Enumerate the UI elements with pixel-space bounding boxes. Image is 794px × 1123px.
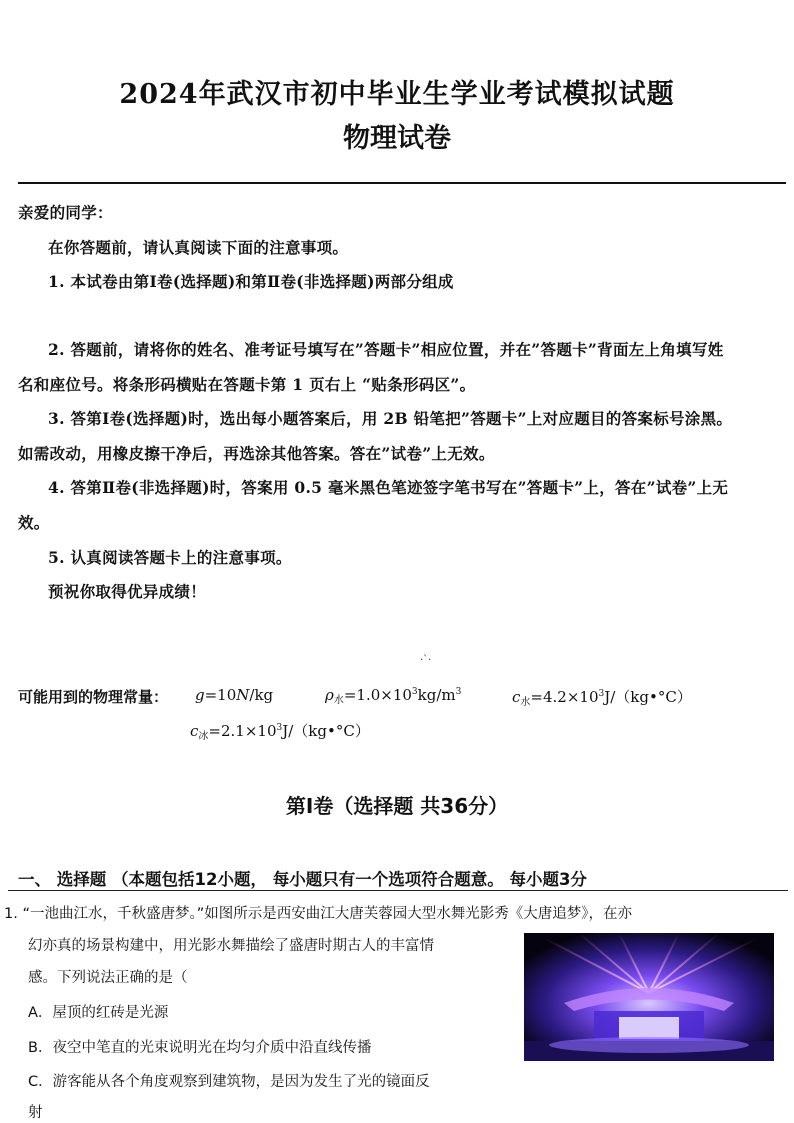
question-1-line-1: 1. “一池曲江水，千秋盛唐梦。”如图所示是西安曲江大唐芙蓉园大型水舞光影秀《大唐追梦》，在亦: [4, 906, 632, 922]
notice-item-4-line-1: 4. 答第Ⅱ卷(非选择题)时，答案用 0.5 毫米黑色笔迹签字笔书写在”答题卡”上，答在”试卷”上无: [48, 478, 729, 497]
exam-title: 2024年武汉市初中毕业生学业考试模拟试题: [119, 79, 675, 110]
exam-subtitle: 物理试卷: [343, 123, 451, 154]
notice-item-2-line-2: 名和座位号。将条形码横贴在答题卡第 1 页右上 “贴条形码区”。: [18, 375, 476, 394]
notice-intro: 在你答题前，请认真阅读下面的注意事项。: [48, 238, 349, 257]
question-1-option-c-line-1: C．游客能从各个角度观察到建筑物，是因为发生了光的镜面反: [28, 1074, 430, 1090]
part-divider: [8, 890, 788, 891]
header-divider: [18, 182, 786, 184]
question-1-option-a: A．屋顶的红砖是光源: [28, 1005, 169, 1021]
notice-item-2-line-1: 2. 答题前，请将你的姓名、准考证号填写在”答题卡”相应位置，并在”答题卡”背面左上角填写姓: [48, 340, 724, 359]
notice-item-3-line-2: 如需改动，用橡皮擦干净后，再选涂其他答案。答在”试卷”上无效。: [18, 444, 495, 463]
question-1-option-c-line-2: 射: [28, 1105, 43, 1121]
notice-wish: 预祝你取得优异成绩！: [48, 582, 207, 601]
question-1-option-b: B．夜空中笔直的光束说明光在均匀介质中沿直线传播: [28, 1040, 372, 1056]
constant-g: g=10N/kg: [195, 686, 274, 704]
constant-water-density: $\rho_水=1.0\times 10^3kg/m^3$: [325, 686, 462, 706]
light-show-photo: [524, 933, 774, 1061]
notice-item-5: 5. 认真阅读答题卡上的注意事项。: [48, 548, 292, 567]
question-1-line-2: 幻亦真的场景构建中，用光影水舞描绘了盛唐时期古人的丰富情: [28, 938, 434, 954]
notice-item-1: 1. 本试卷由第Ⅰ卷(选择题)和第Ⅱ卷(非选择题)两部分组成: [48, 272, 454, 291]
constant-water-specific-heat: $c_水=4.2\times 10^3J/(kg•^\circ C)$: [512, 688, 692, 708]
notice-item-3-line-1: 3. 答第Ⅰ卷(选择题)时，选出每小题答案后，用 2B 铅笔把”答题卡”上对应题目的答案标号涂黑。: [48, 409, 733, 428]
notice-item-4-line-2: 效。: [18, 513, 50, 532]
part-heading: 一、 选择题 （本题包括12小题， 每小题只有一个选项符合题意。 每小题3分: [18, 870, 587, 889]
section-title: 第Ⅰ卷（选择题 共36分）: [285, 794, 509, 818]
constant-ice-specific-heat: $c_冰=2.1\times 10^3J/(kg•^\circ C)$: [190, 722, 370, 742]
question-1-line-3: 感。下列说法正确的是（: [28, 970, 188, 986]
constants-label: 可能用到的物理常量：: [18, 688, 169, 706]
notice-greeting: 亲爱的同学：: [18, 203, 113, 222]
scan-speck: ·`·: [420, 655, 432, 666]
